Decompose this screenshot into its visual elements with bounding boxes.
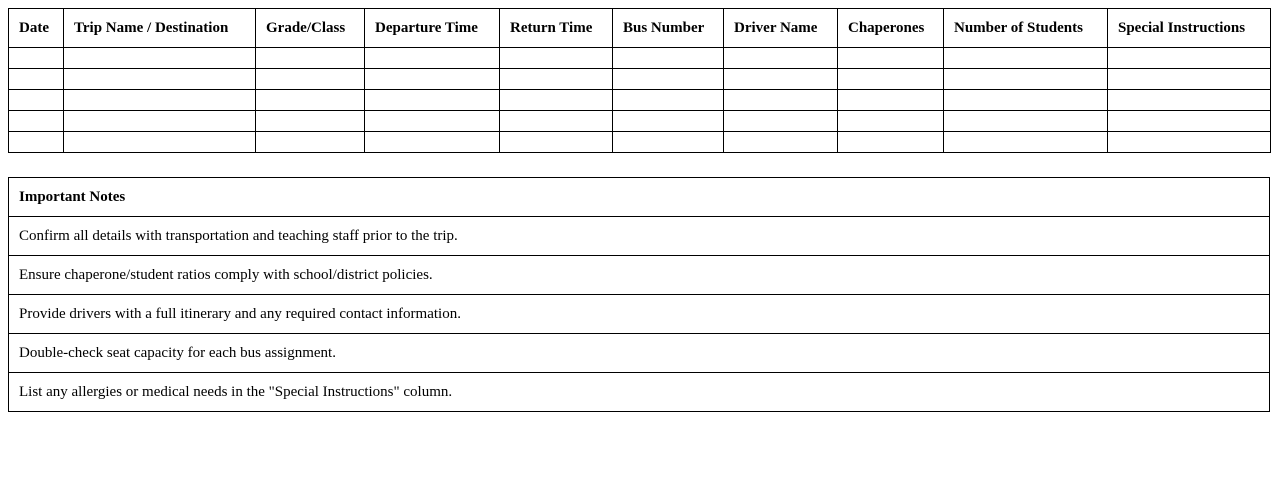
cell-trip-name-destination[interactable] [64,90,256,111]
cell-grade-class[interactable] [256,132,365,153]
important-notes-table [8,177,1270,412]
cell-chaperones[interactable] [838,132,944,153]
cell-departure-time[interactable] [365,48,500,69]
cell-grade-class[interactable] [256,69,365,90]
cell-date[interactable] [9,111,64,132]
table-row [9,111,1271,132]
cell-driver-name[interactable] [724,69,838,90]
cell-special-instructions[interactable] [1108,132,1271,153]
cell-driver-name[interactable] [724,90,838,111]
cell-trip-name-destination[interactable] [64,48,256,69]
header-trip-name-destination: Trip Name / Destination [64,9,256,48]
header-driver-name: Driver Name [724,9,838,48]
cell-return-time[interactable] [500,111,613,132]
cell-special-instructions[interactable] [1108,111,1271,132]
header-chaperones: Chaperones [838,9,944,48]
header-grade-class: Grade/Class [256,9,365,48]
cell-chaperones[interactable] [838,48,944,69]
cell-grade-class[interactable] [256,90,365,111]
cell-number-of-students[interactable] [944,48,1108,69]
note-row [9,295,1270,334]
cell-bus-number[interactable] [613,132,724,153]
cell-departure-time[interactable] [365,90,500,111]
cell-bus-number[interactable] [613,90,724,111]
cell-driver-name[interactable] [724,132,838,153]
cell-bus-number[interactable] [613,69,724,90]
note-row [9,256,1270,295]
cell-chaperones[interactable] [838,69,944,90]
header-departure-time: Departure Time [365,9,500,48]
note-row [9,373,1270,412]
cell-departure-time[interactable] [365,111,500,132]
cell-number-of-students[interactable] [944,132,1108,153]
table-row [9,90,1271,111]
cell-grade-class[interactable] [256,48,365,69]
cell-driver-name[interactable] [724,48,838,69]
note-row [9,334,1270,373]
table-row [9,69,1271,90]
notes-title: Important Notes [9,178,1270,217]
note-item: Double-check seat capacity for each bus assignment. [9,334,1270,373]
cell-bus-number[interactable] [613,48,724,69]
header-date: Date [9,9,64,48]
cell-return-time[interactable] [500,132,613,153]
trip-schedule-table [8,8,1271,153]
cell-grade-class[interactable] [256,111,365,132]
header-bus-number: Bus Number [613,9,724,48]
cell-special-instructions[interactable] [1108,48,1271,69]
cell-date[interactable] [9,48,64,69]
note-item: Ensure chaperone/student ratios comply with school/district policies. [9,256,1270,295]
cell-number-of-students[interactable] [944,90,1108,111]
header-number-of-students: Number of Students [944,9,1108,48]
cell-number-of-students[interactable] [944,111,1108,132]
cell-special-instructions[interactable] [1108,69,1271,90]
notes-header-row [9,178,1270,217]
cell-number-of-students[interactable] [944,69,1108,90]
cell-departure-time[interactable] [365,132,500,153]
note-row [9,217,1270,256]
cell-driver-name[interactable] [724,111,838,132]
cell-departure-time[interactable] [365,69,500,90]
cell-return-time[interactable] [500,90,613,111]
table-header-row [9,9,1271,48]
note-item: Provide drivers with a full itinerary and any required contact information. [9,295,1270,334]
cell-date[interactable] [9,90,64,111]
cell-date[interactable] [9,69,64,90]
note-item: Confirm all details with transportation and teaching staff prior to the trip. [9,217,1270,256]
cell-special-instructions[interactable] [1108,90,1271,111]
cell-bus-number[interactable] [613,111,724,132]
header-return-time: Return Time [500,9,613,48]
cell-return-time[interactable] [500,48,613,69]
cell-trip-name-destination[interactable] [64,132,256,153]
cell-chaperones[interactable] [838,111,944,132]
note-item: List any allergies or medical needs in the "Special Instructions" column. [9,373,1270,412]
cell-trip-name-destination[interactable] [64,69,256,90]
header-special-instructions: Special Instructions [1108,9,1271,48]
cell-trip-name-destination[interactable] [64,111,256,132]
table-row [9,132,1271,153]
cell-date[interactable] [9,132,64,153]
cell-chaperones[interactable] [838,90,944,111]
cell-return-time[interactable] [500,69,613,90]
table-row [9,48,1271,69]
